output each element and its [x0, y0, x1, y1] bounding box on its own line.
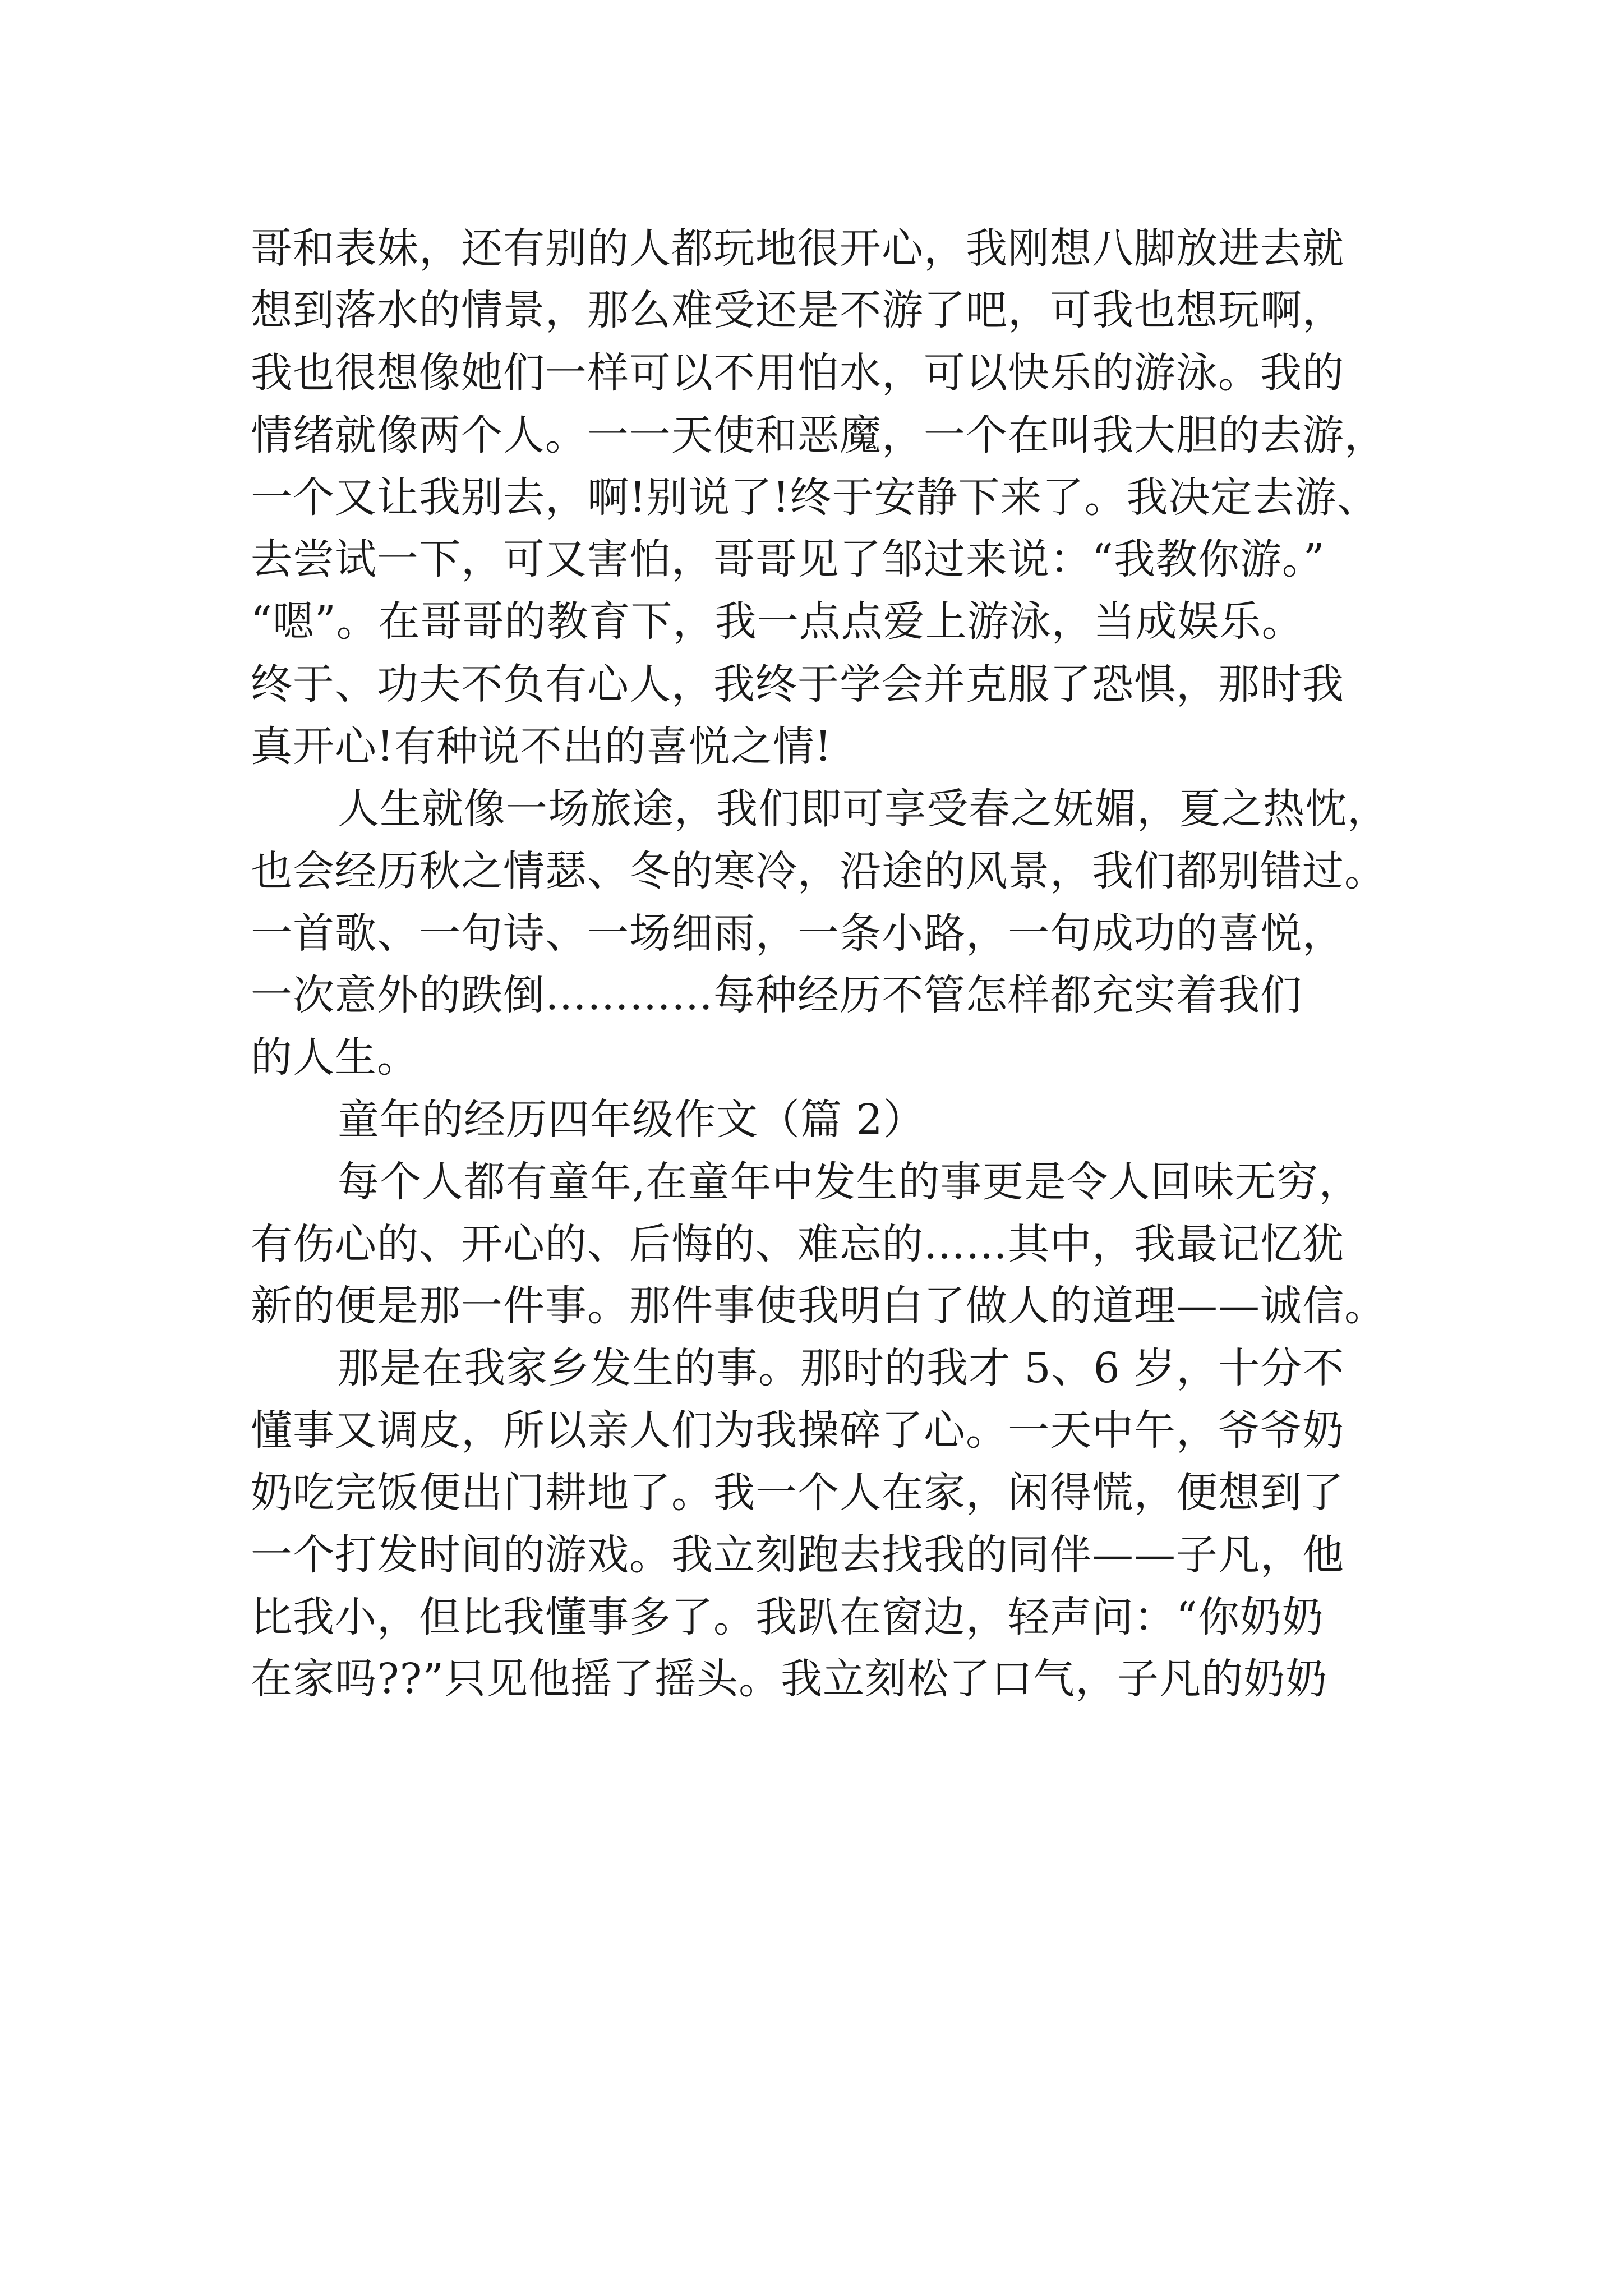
text-line: 一首歌、一句诗、一场细雨，一条小路，一句成功的喜悦，: [251, 909, 1344, 958]
text-line: 比我小，但比我懂事多了。我趴在窗边，轻声问：“你奶奶: [251, 1593, 1324, 1641]
text-line: 情绪就像两个人。一一天使和恶魔，一个在叫我大胆的去游，: [251, 411, 1386, 459]
text-line: 有伤心的、开心的、后悔的、难忘的……其中，我最记忆犹: [251, 1220, 1344, 1268]
text-line: 在家吗??”只见他摇了摇头。我立刻松了口气，子凡的奶奶: [251, 1655, 1328, 1703]
text-line: 的人生。: [251, 1033, 419, 1082]
text-line: 奶吃完饭便出门耕地了。我一个人在家，闲得慌，便想到了: [251, 1469, 1344, 1517]
text-line: 也会经历秋之情瑟、冬的寒冷，沿途的风景，我们都别错过。: [251, 847, 1386, 895]
text-line: 新的便是那一件事。那件事使我明白了做人的道理——诚信。: [251, 1282, 1386, 1330]
text-line: 哥和表妹，还有别的人都玩地很开心，我刚想八脚放进去就: [251, 224, 1344, 273]
text-line: “嗯”。在哥哥的教育下，我一点点爱上游泳，当成娱乐。: [251, 597, 1304, 646]
text-line: 人生就像一场旅途，我们即可享受春之妩媚，夏之热忱，: [338, 785, 1389, 833]
text-line: 一个打发时间的游戏。我立刻跑去找我的同伴——子凡，他: [251, 1531, 1344, 1579]
text-line: 想到落水的情景，那么难受还是不游了吧，可我也想玩啊，: [251, 286, 1344, 334]
section-heading: 童年的经历四年级作文（篇 2）: [338, 1096, 925, 1144]
text-line: 一个又让我别去，啊!别说了!终于安静下来了。我决定去游、: [251, 473, 1379, 522]
text-line: 懂事又调皮，所以亲人们为我操碎了心。一天中午，爷爷奶: [251, 1406, 1344, 1455]
text-line: 终于、功夫不负有心人，我终于学会并克服了恐惧，那时我: [251, 660, 1344, 708]
text-line: 去尝试一下，可又害怕，哥哥见了邹过来说：“我教你游。”: [251, 535, 1325, 583]
text-line: 真开心!有种说不出的喜悦之情!: [251, 723, 832, 771]
text-line: 我也很想像她们一样可以不用怕水，可以快乐的游泳。我的: [251, 349, 1344, 397]
text-line: 每个人都有童年,在童年中发生的事更是令人回味无穷，: [338, 1158, 1361, 1206]
text-line: 那是在我家乡发生的事。那时的我才 5、6 岁，十分不: [338, 1344, 1345, 1392]
text-line: 一次意外的跌倒…………每种经历不管怎样都充实着我们: [251, 971, 1302, 1019]
